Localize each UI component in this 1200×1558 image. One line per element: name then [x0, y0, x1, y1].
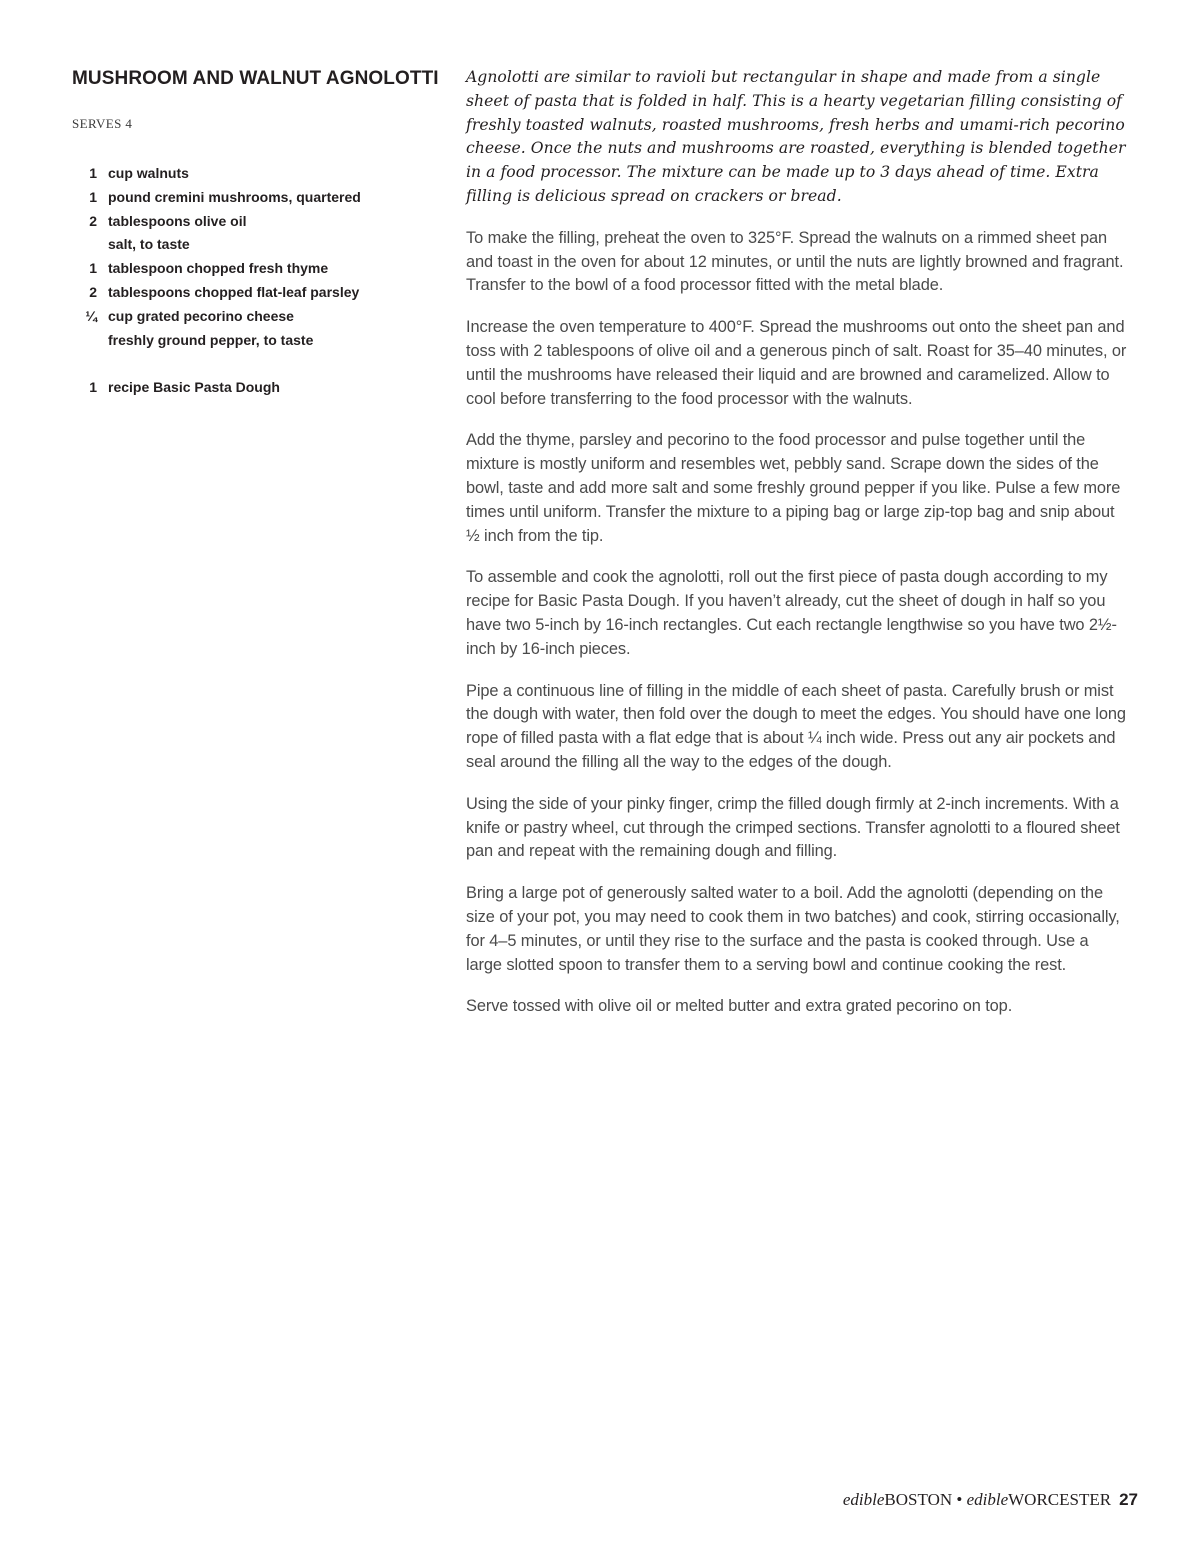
instruction-paragraph: Increase the oven temperature to 400°F. Spread the mushrooms out onto the sheet pan and toss with 2 tablespoons of olive oil and a generous pinch of salt. Roast for 35–40 minutes, or until the mushrooms have released their liquid and are browned and caramelized. Allow to cool before transferring to the food processor with the walnuts.	[466, 318, 1127, 408]
page-footer	[843, 1488, 1138, 1512]
ingredient-item	[72, 186, 442, 210]
instruction-paragraph: Bring a large pot of generously salted water to a boil. Add the agnolotti (depending on the size of your pot, you may need to cook them in two batches) and cook, stirring occasionally, for 4–5 minutes, or until they rise to the surface and the pasta is cooked through. Use a large slotted spoon to transfer them to a serving bowl and continue cooking the rest.	[466, 884, 1120, 974]
page-number: 27	[1119, 1490, 1138, 1509]
ingredient-quantity: 1	[89, 260, 97, 277]
instruction-paragraph: To make the filling, preheat the oven to 325°F. Spread the walnuts on a rimmed sheet pan and toast in the oven for about 12 minutes, or until the nuts are lightly browned and fragrant. Transfer to the bowl of a food processor fitted with the metal blade.	[466, 228, 1124, 295]
ingredient-text: tablespoons chopped flat-leaf parsley	[108, 283, 360, 300]
ingredient-text: tablespoon chopped fresh thyme	[108, 260, 329, 277]
footer-publication-boston: BOSTON	[884, 1490, 953, 1509]
instruction-paragraph: Add the thyme, parsley and pecorino to the food processor and pulse together until the mixture is mostly uniform and resembles wet, pebbly sand. Scrape down the sides of the bowl, taste and add more salt and some freshly ground pepper if you like. Pulse a few more times until uniform. Transfer the mixture to a piping bag or large zip-top bag and snip about ½ inch from the tip.	[466, 431, 1121, 545]
instruction-paragraph: Serve tossed with olive oil or melted butter and extra grated pecorino on top.	[466, 997, 1013, 1016]
footer-edible-1: edible	[842, 1490, 885, 1509]
recipe-body	[466, 66, 1128, 1037]
ingredient-quantity	[72, 233, 108, 257]
ingredient-quantity: 1	[89, 379, 97, 396]
serves-label: SERVES 4	[72, 116, 133, 131]
instruction-paragraph: Pipe a continuous line of filling in the middle of each sheet of pasta. Carefully brush or mist the dough with water, then fold over the dough to meet the edges. You should have one long rope of filled pasta with a flat edge that is about ¼ inch wide. Press out any air pockets and seal around the filling all the way to the edges of the dough.	[466, 681, 1126, 771]
ingredient-item	[72, 329, 442, 353]
ingredient-item	[72, 281, 442, 305]
ingredient-quantity: 1	[89, 188, 97, 205]
ingredient-quantity: ¼	[85, 307, 97, 324]
ingredient-quantity: 2	[89, 212, 97, 229]
ingredient-text: cup walnuts	[108, 165, 189, 181]
ingredient-quantity	[72, 329, 108, 353]
ingredient-text: cup grated pecorino cheese	[108, 307, 294, 324]
recipe-title: MUSHROOM AND WALNUT AGNOLOTTI	[72, 68, 439, 89]
ingredient-text: freshly ground pepper, to taste	[108, 331, 314, 348]
ingredient-item	[72, 210, 442, 234]
ingredient-quantity: 2	[89, 283, 97, 300]
ingredient-text: recipe Basic Pasta Dough	[108, 379, 280, 396]
footer-publication-worcester: WORCESTER	[1008, 1490, 1112, 1509]
instruction-paragraph: Using the side of your pinky finger, crimp the filled dough firmly at 2-inch increments. With a knife or pastry wheel, cut through the crimped sections. Transfer agnolotti to a floured sheet pan and repeat with the remaining dough and filling.	[466, 794, 1120, 861]
ingredient-item	[72, 233, 442, 257]
ingredient-text: pound cremini mushrooms, quartered	[108, 188, 361, 205]
footer-bullet: •	[952, 1490, 967, 1509]
ingredient-item	[72, 257, 442, 281]
ingredient-item	[72, 162, 442, 186]
ingredient-list	[72, 162, 442, 400]
recipe-intro: Agnolotti are similar to ravioli but rectangular in shape and made from a single sheet of pasta that is folded in half. This is a hearty vegetarian filling consisting of freshly toasted walnuts, roasted mushrooms, fresh herbs and umami-rich pecorino cheese. Once the nuts and mushrooms are roasted, everything is blended together in a food processor. The mixture can be made up to 3 days ahead of time. Extra filling is delicious spread on crackers or bread.	[466, 68, 1126, 205]
ingredient-quantity: 1	[89, 165, 97, 181]
recipe-sidebar	[72, 66, 442, 400]
instruction-paragraph: To assemble and cook the agnolotti, roll out the first piece of pasta dough according to my recipe for Basic Pasta Dough. If you haven’t already, cut the sheet of dough in half so you have two 5-inch by 16-inch rectangles. Cut each rectangle lengthwise so you have two 2½-inch by 16-inch pieces.	[466, 568, 1117, 658]
ingredient-text: tablespoons olive oil	[108, 212, 247, 229]
ingredient-item	[72, 305, 442, 329]
ingredient-text: salt, to taste	[108, 236, 190, 253]
footer-edible-2: edible	[966, 1490, 1009, 1509]
ingredient-item	[72, 376, 442, 400]
